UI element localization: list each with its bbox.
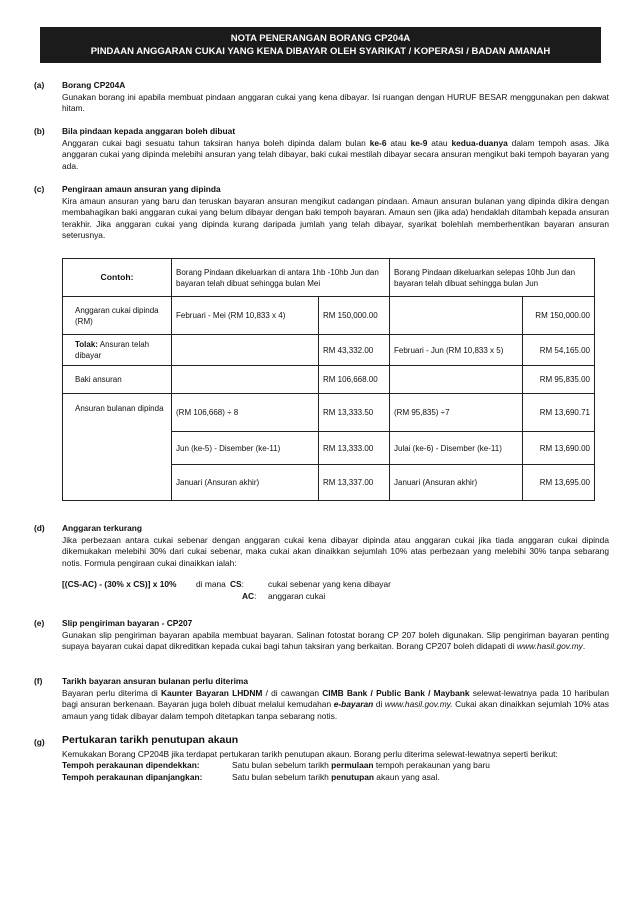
example-table xyxy=(62,258,595,501)
section-label: (d) xyxy=(34,523,45,533)
rule-extended: Tempoh perakaunan dipanjangkan: Satu bulan sebelum tarikh penutupan akaun yang asal. xyxy=(62,771,440,782)
formula xyxy=(62,579,609,602)
formula-where: di mana xyxy=(196,579,226,590)
cell: Jun (ke-5) - Disember (ke-11) xyxy=(172,432,319,465)
formula-keys: CS: AC: xyxy=(230,579,257,601)
section-label: (f) xyxy=(34,676,43,686)
section-label: (g) xyxy=(34,737,45,747)
section-label: (e) xyxy=(34,618,45,628)
section-title: Bila pindaan kepada anggaran boleh dibuat xyxy=(62,126,236,136)
section-title: Borang CP204A xyxy=(62,80,126,90)
cell xyxy=(390,297,523,335)
cell: Januari (Ansuran akhir) xyxy=(390,465,523,501)
rule-shortened: Tempoh perakaunan dipendekkan: Satu bulan sebelum tarikh permulaan tempoh perakaunan yang baru xyxy=(62,760,490,771)
section-title: Anggaran terkurang xyxy=(62,523,143,533)
table-row xyxy=(63,259,595,297)
cell: (RM 106,668) ÷ 8 xyxy=(172,394,319,432)
cell: RM 54,165.00 xyxy=(523,335,595,366)
cell: RM 13,333.50 xyxy=(319,394,390,432)
contoh-label: Contoh: xyxy=(63,259,172,297)
cell: RM 13,690.00 xyxy=(523,432,595,465)
section-title: Tarikh bayaran ansuran bulanan perlu diterima xyxy=(62,676,249,686)
section-label: (a) xyxy=(34,80,45,90)
website-link[interactable]: www.hasil.gov.my. xyxy=(384,699,453,710)
section-title: Pertukaran tarikh penutupan akaun xyxy=(62,734,239,746)
formula-descriptions: cukai sebenar yang kena dibayar anggaran cukai xyxy=(268,579,391,601)
row-label: Tolak: Ansuran telah dibayar xyxy=(63,335,172,366)
section-text: Gunakan slip pengiriman bayaran apabila membuat bayaran. Salinan fotostat borang CP 207 boleh digunakan. Slip pengiriman bayaran penting supaya bayaran cukai dapat dikreditkan kepada cukai bagi tahun taksiran yang berkaitan. Borang CP207 boleh didapati di www.hasil.gov.my. xyxy=(62,629,609,652)
cell: RM 13,695.00 xyxy=(523,465,595,501)
cell: Februari - Mei (RM 10,833 x 4) xyxy=(172,297,319,335)
section-a xyxy=(34,80,609,115)
cell: Julai (ke-6) - Disember (ke-11) xyxy=(390,432,523,465)
section-g xyxy=(34,735,609,783)
table-row xyxy=(63,394,595,432)
section-title: Slip pengiriman bayaran - CP207 xyxy=(62,618,193,628)
cell: Januari (Ansuran akhir) xyxy=(172,465,319,501)
section-text: Kemukakan Borang CP204B jika terdapat pertukaran tarikh penutupan akaun. Borang perlu diterima selewat-lewatnya seperti berikut: xyxy=(62,748,558,759)
cell xyxy=(390,366,523,394)
cell: RM 150,000.00 xyxy=(319,297,390,335)
column-header-2: Borang Pindaan dikeluarkan selepas 10hb Jun dan bayaran telah dibuat sehingga bulan Jun xyxy=(390,259,595,297)
cell: RM 95,835.00 xyxy=(523,366,595,394)
section-b xyxy=(34,126,609,172)
cell: Februari - Jun (RM 10,833 x 5) xyxy=(390,335,523,366)
column-header-1: Borang Pindaan dikeluarkan di antara 1hb -10hb Jun dan bayaran telah dibuat sehingga bulan Mei xyxy=(172,259,390,297)
cell xyxy=(172,335,319,366)
section-e xyxy=(34,618,609,653)
table-row xyxy=(63,297,595,335)
section-text: Kira amaun ansuran yang baru dan teruskan bayaran ansuran mengikut cadangan pindaan. Amaun ansuran bulanan yang dipinda dikira dengan membahagikan baki anggaran cukai yang belum dibayar dengan baki tempoh bayaran. Amaun sen (jika ada) hendaklah ditambah kepada ansuran terakhir. Jika anggaran cukai yang dipinda kurang daripada jumlah yang telah dibayar, syarikat bolehlah memberhentikan bayaran ansuran seterusnya. xyxy=(62,195,609,241)
formula-expression: [(CS-AC) - (30% x CS)] x 10% xyxy=(62,579,177,590)
section-text: Gunakan borang ini apabila membuat pindaan anggaran cukai yang kena dibayar. Isi ruangan dengan HURUF BESAR menggunakan pen dakwat hitam. xyxy=(62,91,609,114)
row-label: Baki ansuran xyxy=(63,366,172,394)
section-label: (b) xyxy=(34,126,45,136)
cell: RM 13,690.71 xyxy=(523,394,595,432)
table-row xyxy=(63,366,595,394)
row-label: Ansuran bulanan dipinda xyxy=(63,394,172,501)
cell xyxy=(172,366,319,394)
header-title: NOTA PENERANGAN BORANG CP204A xyxy=(230,33,411,44)
row-label: Anggaran cukai dipinda (RM) xyxy=(63,297,172,335)
cell: RM 106,668.00 xyxy=(319,366,390,394)
section-d xyxy=(34,523,609,603)
website-link[interactable]: www.hasil.gov.my xyxy=(516,641,583,652)
section-label: (c) xyxy=(34,184,45,194)
section-title: Pengiraan amaun ansuran yang dipinda xyxy=(62,184,221,194)
cell: RM 13,337.00 xyxy=(319,465,390,501)
section-text: Jika perbezaan antara cukai sebenar dengan anggaran cukai kena dibayar dipinda atau anggaran cukai jika tiada anggaran cukai dipinda dikemukakan melebihi 30% dari cukai sebenar, maka cukai akan dinaikkan sejumlah 10% atas perbezaan yang melebihi 30% tanpa sebarang notis. Formula pengiraan cukai dinaikkan ialah: xyxy=(62,534,609,568)
cell: (RM 95,835) ÷7 xyxy=(390,394,523,432)
section-text: Anggaran cukai bagi sesuatu tahun taksiran hanya boleh dipinda dalam bulan ke-6 atau ke-9 atau kedua-duanya dalam tempoh asas. Jika anggaran cukai yang dipinda melebihi ansuran yang telah dibayar, baki cukai mestilah dibayar secara ansuran mengikut baki tempoh bayaran yang ada. xyxy=(62,137,609,171)
cell: RM 13,333.00 xyxy=(319,432,390,465)
table-row xyxy=(63,335,595,366)
section-c xyxy=(34,184,609,242)
section-text: Bayaran perlu diterima di Kaunter Bayaran LHDNM / di cawangan CIMB Bank / Public Bank / Maybank selewat-lewatnya pada 10 haribulan bagi ansuran berkenaan. Bayaran juga boleh dibuat melalui kemudahan e-bayaran di www.hasil.gov.my. Cukai akan dinaikkan sejumlah 10% atas amaun yang tidak dibayar dalam tempoh ditetapkan tanpa sebarang notis. xyxy=(62,687,610,721)
cell: RM 150,000.00 xyxy=(523,297,595,335)
cell: RM 43,332.00 xyxy=(319,335,390,366)
header-banner xyxy=(40,27,601,63)
header-subtitle: PINDAAN ANGGARAN CUKAI YANG KENA DIBAYAR OLEH SYARIKAT / KOPERASI / BADAN AMANAH xyxy=(90,46,551,57)
section-f xyxy=(34,676,609,722)
